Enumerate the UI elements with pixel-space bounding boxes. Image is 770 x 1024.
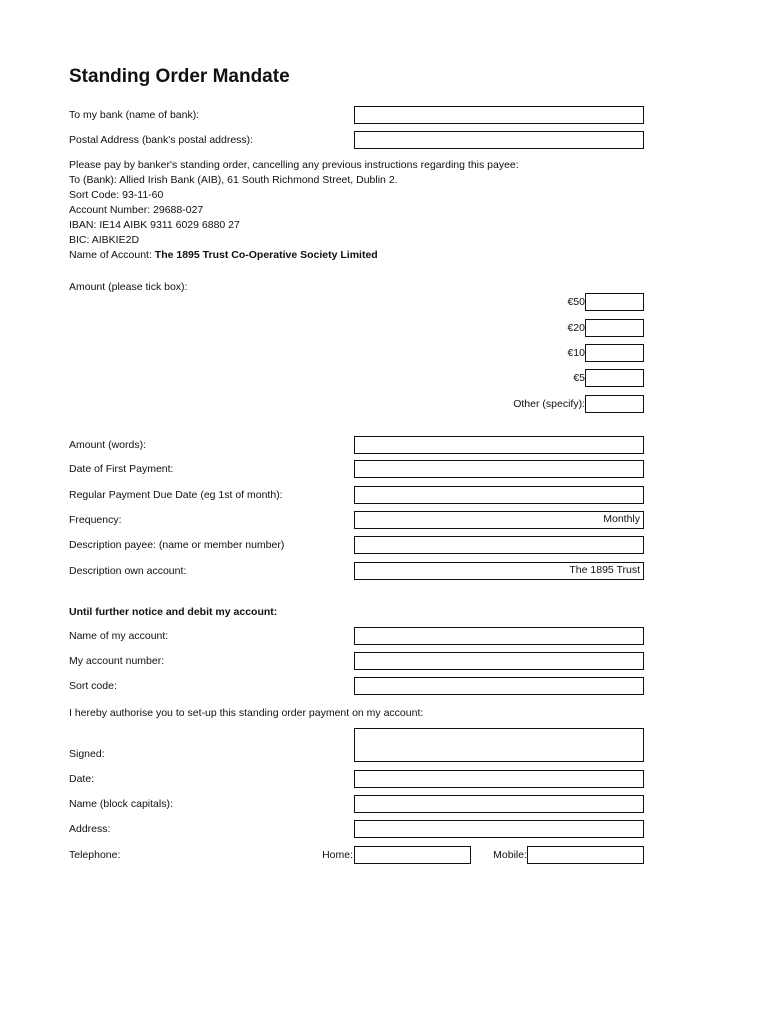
due-date-field[interactable] [354,486,644,504]
authorise-text: I hereby authorise you to set-up this standing order payment on my account: [69,707,424,719]
first-payment-label: Date of First Payment: [69,463,174,475]
address-label: Address: [69,823,111,835]
telephone-label: Telephone: [69,849,121,861]
my-sort-code-label: Sort code: [69,680,117,692]
bank-name-label: To my bank (name of bank): [69,109,200,121]
description-payee-field[interactable] [354,536,644,554]
first-payment-field[interactable] [354,460,644,478]
date-label: Date: [69,773,95,785]
amount-words-label: Amount (words): [69,439,147,451]
due-date-label: Regular Payment Due Date (eg 1st of month): [69,489,283,501]
home-phone-field[interactable] [354,846,471,864]
amount-option-label: €20 [567,322,585,334]
amount-option-label: €5 [573,372,585,384]
account-name-info [69,248,378,262]
amount-option-label: Other (specify): [513,398,585,410]
mobile-phone-label: Mobile: [493,849,527,861]
sort-code-info: Sort Code: 93-11-60 [69,189,164,201]
instruction-line-2: To (Bank): Allied Irish Bank (AIB), 61 South Richmond Street, Dublin 2. [69,174,398,186]
signed-label: Signed: [69,748,105,760]
block-name-field[interactable] [354,795,644,813]
amount-words-field[interactable] [354,436,644,454]
page-title: Standing Order Mandate [69,66,290,87]
date-field[interactable] [354,770,644,788]
my-account-number-field[interactable] [354,652,644,670]
amount-option-label: €10 [567,347,585,359]
my-sort-code-field[interactable] [354,677,644,695]
description-payee-label: Description payee: (name or member number) [69,539,285,551]
bic-info: BIC: AIBKIE2D [69,234,140,246]
block-name-label: Name (block capitals): [69,798,173,810]
frequency-field[interactable]: Monthly [354,511,644,529]
amount-10-checkbox[interactable] [585,344,644,362]
signature-field[interactable] [354,728,644,762]
description-own-label: Description own account: [69,565,187,577]
description-own-field[interactable]: The 1895 Trust [354,562,644,580]
postal-address-label: Postal Address (bank's postal address): [69,134,254,146]
amount-tick-label: Amount (please tick box): [69,281,188,293]
bank-name-field[interactable] [354,106,644,124]
home-phone-label: Home: [322,849,353,861]
my-account-name-label: Name of my account: [69,630,169,642]
account-name-prefix: Name of Account: [69,249,155,261]
account-number-info: Account Number: 29688-027 [69,204,204,216]
mobile-phone-field[interactable] [527,846,644,864]
amount-5-checkbox[interactable] [585,369,644,387]
address-field[interactable] [354,820,644,838]
debit-heading: Until further notice and debit my account: [69,606,278,618]
instruction-line-1: Please pay by banker's standing order, cancelling any previous instructions regarding this payee: [69,159,519,171]
postal-address-field[interactable] [354,131,644,149]
my-account-number-label: My account number: [69,655,165,667]
amount-20-checkbox[interactable] [585,319,644,337]
iban-info: IBAN: IE14 AIBK 9311 6029 6880 27 [69,219,240,231]
account-name-value: The 1895 Trust Co-Operative Society Limited [154,249,378,261]
frequency-label: Frequency: [69,514,122,526]
amount-other-field[interactable] [585,395,644,413]
my-account-name-field[interactable] [354,627,644,645]
amount-option-label: €50 [567,296,585,308]
amount-50-checkbox[interactable] [585,293,644,311]
